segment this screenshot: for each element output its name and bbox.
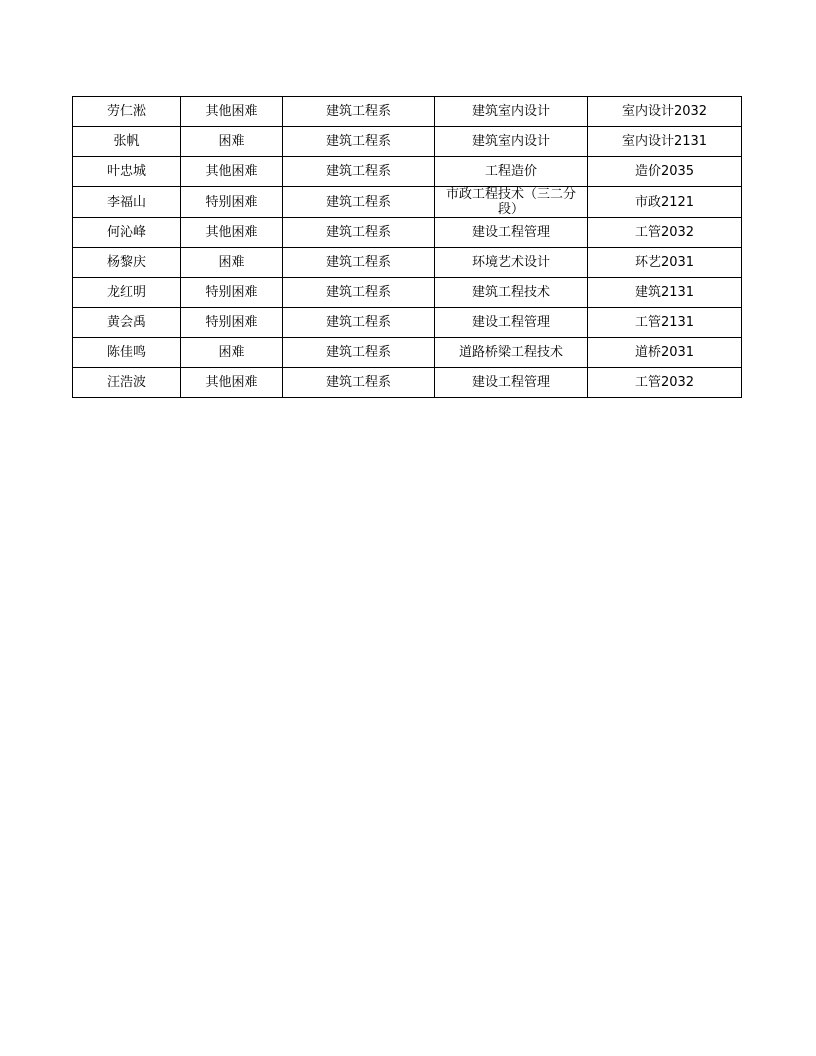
class-cell: 工管2032 <box>588 218 742 248</box>
difficulty-level-cell: 特别困难 <box>181 278 283 308</box>
class-cell: 道桥2031 <box>588 338 742 368</box>
difficulty-level-cell: 特别困难 <box>181 308 283 338</box>
difficulty-level-cell: 其他困难 <box>181 157 283 187</box>
table-row <box>73 97 742 127</box>
name-cell: 叶忠城 <box>73 157 181 187</box>
difficulty-level-cell: 困难 <box>181 338 283 368</box>
major-cell: 建筑室内设计 <box>435 97 588 127</box>
name-cell: 杨黎庆 <box>73 248 181 278</box>
name-cell: 劳仁淞 <box>73 97 181 127</box>
table-row <box>73 157 742 187</box>
department-cell: 建筑工程系 <box>283 248 435 278</box>
major-cell: 市政工程技术（三二分段） <box>435 187 588 218</box>
class-cell: 环艺2031 <box>588 248 742 278</box>
department-cell: 建筑工程系 <box>283 308 435 338</box>
department-cell: 建筑工程系 <box>283 278 435 308</box>
major-cell: 环境艺术设计 <box>435 248 588 278</box>
name-cell: 张帆 <box>73 127 181 157</box>
difficulty-level-cell: 其他困难 <box>181 368 283 398</box>
table-row <box>73 368 742 398</box>
name-cell: 龙红明 <box>73 278 181 308</box>
name-cell: 李福山 <box>73 187 181 218</box>
difficulty-level-cell: 困难 <box>181 127 283 157</box>
table-row <box>73 308 742 338</box>
table-row <box>73 218 742 248</box>
major-cell: 建设工程管理 <box>435 308 588 338</box>
major-cell: 建筑工程技术 <box>435 278 588 308</box>
department-cell: 建筑工程系 <box>283 218 435 248</box>
table-row <box>73 187 742 218</box>
name-cell: 陈佳鸣 <box>73 338 181 368</box>
department-cell: 建筑工程系 <box>283 157 435 187</box>
major-cell: 道路桥梁工程技术 <box>435 338 588 368</box>
major-cell: 工程造价 <box>435 157 588 187</box>
class-cell: 市政2121 <box>588 187 742 218</box>
class-cell: 造价2035 <box>588 157 742 187</box>
student-table <box>72 96 742 398</box>
department-cell: 建筑工程系 <box>283 187 435 218</box>
class-cell: 室内设计2032 <box>588 97 742 127</box>
department-cell: 建筑工程系 <box>283 97 435 127</box>
major-cell: 建筑室内设计 <box>435 127 588 157</box>
difficulty-level-cell: 特别困难 <box>181 187 283 218</box>
department-cell: 建筑工程系 <box>283 368 435 398</box>
major-cell: 建设工程管理 <box>435 218 588 248</box>
class-cell: 建筑2131 <box>588 278 742 308</box>
class-cell: 室内设计2131 <box>588 127 742 157</box>
name-cell: 黄会禹 <box>73 308 181 338</box>
department-cell: 建筑工程系 <box>283 127 435 157</box>
class-cell: 工管2131 <box>588 308 742 338</box>
table-row <box>73 127 742 157</box>
table-row <box>73 338 742 368</box>
difficulty-level-cell: 其他困难 <box>181 218 283 248</box>
department-cell: 建筑工程系 <box>283 338 435 368</box>
name-cell: 何沁峰 <box>73 218 181 248</box>
class-cell: 工管2032 <box>588 368 742 398</box>
major-cell: 建设工程管理 <box>435 368 588 398</box>
name-cell: 汪浩波 <box>73 368 181 398</box>
table-row <box>73 278 742 308</box>
difficulty-level-cell: 其他困难 <box>181 97 283 127</box>
difficulty-level-cell: 困难 <box>181 248 283 278</box>
table-row <box>73 248 742 278</box>
